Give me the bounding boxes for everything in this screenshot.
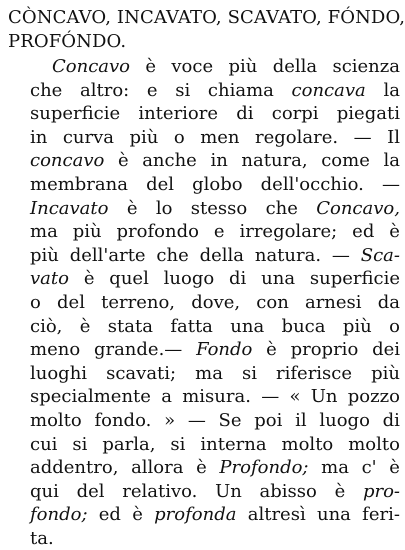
entry-body-word: o bbox=[173, 126, 185, 148]
entry-body-line bbox=[30, 126, 400, 150]
entry-body-word: « bbox=[289, 386, 301, 408]
entry-body-word: in bbox=[30, 126, 48, 148]
entry-body-word: che bbox=[30, 79, 63, 101]
entry-body-word: una bbox=[261, 268, 296, 290]
entry-body-word: interiore bbox=[138, 103, 219, 125]
entry-body-word: addentro, bbox=[30, 457, 119, 479]
entry-body-word: che bbox=[156, 244, 189, 266]
entry-heading-line-2: PROFÓNDO. bbox=[8, 31, 127, 52]
entry-body-word: di bbox=[382, 409, 400, 431]
entry-body-word: Un bbox=[215, 480, 242, 502]
entry-body-word: si bbox=[170, 433, 186, 455]
entry-body-word: della bbox=[199, 244, 245, 266]
entry-body-word: molto bbox=[30, 409, 82, 431]
entry-body-word: del bbox=[146, 173, 174, 195]
entry-body-line bbox=[30, 197, 400, 221]
entry-body-word: più bbox=[228, 56, 258, 77]
entry-body-line bbox=[30, 503, 400, 527]
entry-body-word: » bbox=[164, 409, 176, 431]
entry-body-line bbox=[30, 362, 400, 386]
entry-body-word: altresì bbox=[247, 504, 306, 526]
entry-body-word: luoghi bbox=[30, 362, 88, 384]
entry-body-word: abisso bbox=[259, 480, 317, 502]
entry-body-word: dell'arte bbox=[69, 244, 146, 266]
entry-body-word: parla, bbox=[102, 433, 156, 455]
entry-body-word: — bbox=[353, 126, 372, 148]
entry-body-word: più bbox=[30, 244, 59, 266]
entry-body-word: pro- bbox=[362, 480, 400, 502]
entry-body-word: corpi bbox=[271, 103, 319, 125]
entry-body-word: natura, bbox=[241, 150, 308, 172]
entry-body-word: è bbox=[145, 56, 157, 77]
entry-body-line bbox=[30, 456, 400, 480]
entry-body-word: anche bbox=[142, 150, 197, 172]
entry-body-word: natura. bbox=[254, 244, 322, 266]
entry-body-word: luogo bbox=[319, 409, 370, 431]
entry-body-word: si bbox=[175, 79, 191, 101]
entry-body-word: Il bbox=[387, 126, 400, 148]
entry-body-word: scavati; bbox=[106, 362, 177, 384]
entry-heading-synonyms: INCAVATO, SCAVATO, FÓNDO, bbox=[116, 7, 405, 28]
entry-body-line bbox=[30, 267, 400, 291]
entry-body-word: in bbox=[210, 150, 228, 172]
entry-body-line bbox=[30, 149, 400, 173]
entry-body-line bbox=[30, 173, 400, 197]
entry-body-word: il bbox=[295, 409, 307, 431]
entry-body-word: è bbox=[389, 457, 400, 479]
entry-body-word: fatta bbox=[170, 315, 213, 337]
entry-body-word: è bbox=[266, 339, 277, 361]
entry-body-word: è bbox=[117, 150, 129, 172]
entry-body-word: a bbox=[161, 386, 172, 408]
entry-body bbox=[30, 55, 400, 550]
entry-body-word: ciò, bbox=[30, 315, 63, 337]
entry-body-word: la bbox=[383, 79, 400, 101]
entry-body-word: è bbox=[334, 480, 346, 502]
entry-body-word: misura. bbox=[182, 386, 251, 408]
entry-body-word: dei bbox=[372, 339, 400, 361]
entry-body-word: molto bbox=[281, 433, 334, 455]
entry-heading-line-1 bbox=[8, 6, 405, 30]
entry-body-word: terreno, bbox=[101, 291, 176, 313]
entry-body-word: Se bbox=[218, 409, 242, 431]
entry-body-word: si bbox=[72, 433, 88, 455]
entry-body-word: la bbox=[383, 150, 400, 172]
entry-body-word: riferisce bbox=[276, 362, 353, 384]
entry-body-line bbox=[30, 79, 400, 103]
entry-body-word: e bbox=[213, 221, 225, 243]
entry-body-word: fondo. bbox=[94, 409, 152, 431]
entry-body-word: men bbox=[200, 126, 240, 148]
entry-body-word: è bbox=[79, 315, 91, 337]
entry-body-line bbox=[30, 102, 400, 126]
entry-body-word: qui bbox=[30, 480, 59, 502]
entry-body-word: più bbox=[342, 315, 372, 337]
entry-body-word: — bbox=[381, 173, 400, 195]
entry-body-word: c' bbox=[361, 457, 377, 479]
entry-body-line bbox=[30, 385, 400, 409]
entry-body-word: membrana bbox=[30, 173, 128, 195]
entry-body-word: ed bbox=[352, 221, 375, 243]
entry-body-word: stesso bbox=[190, 197, 248, 219]
entry-body-line bbox=[30, 220, 400, 244]
entry-body-word: — bbox=[261, 386, 280, 408]
entry-body-word: buca bbox=[281, 315, 326, 337]
entry-body-word: da bbox=[377, 291, 400, 313]
entry-body-word: è bbox=[389, 221, 400, 243]
entry-body-word: ta. bbox=[30, 527, 54, 549]
entry-heading bbox=[8, 6, 405, 54]
entry-body-word: profondo bbox=[116, 221, 199, 243]
entry-body-word: Fondo bbox=[196, 339, 253, 361]
entry-body-line bbox=[30, 527, 400, 550]
entry-body-word: ed bbox=[98, 504, 121, 526]
entry-body-word: superficie bbox=[30, 103, 121, 125]
entry-body-word: interna bbox=[200, 433, 267, 455]
entry-body-word: ma bbox=[195, 362, 223, 384]
entry-body-word: e bbox=[146, 79, 158, 101]
entry-body-word: chiama bbox=[207, 79, 274, 101]
entry-body-word: è bbox=[83, 268, 95, 290]
entry-body-word: o bbox=[389, 315, 400, 337]
entry-body-word: Incavato bbox=[30, 197, 109, 219]
entry-body-word: ma bbox=[30, 221, 58, 243]
entry-body-word: vato bbox=[30, 268, 69, 290]
entry-body-word: una bbox=[316, 504, 351, 526]
entry-body-word: specialmente bbox=[30, 386, 151, 408]
entry-body-line bbox=[30, 409, 400, 433]
entry-body-word: Profondo; bbox=[219, 457, 309, 479]
entry-body-line bbox=[30, 338, 400, 362]
entry-body-word: di bbox=[236, 103, 254, 125]
entry-body-word: è bbox=[196, 457, 207, 479]
entry-body-word: grande.— bbox=[93, 339, 183, 361]
entry-body-word: del bbox=[76, 480, 105, 502]
entry-body-word: scienza bbox=[332, 56, 400, 77]
entry-body-word: si bbox=[241, 362, 257, 384]
entry-body-word: piegati bbox=[336, 103, 400, 125]
entry-body-word: Concavo, bbox=[316, 197, 400, 219]
entry-body-word: pozzo bbox=[347, 386, 400, 408]
entry-body-word: quel bbox=[109, 268, 149, 290]
entry-body-word: — bbox=[331, 244, 350, 266]
entry-body-word: Sca- bbox=[360, 244, 400, 266]
entry-body-word: altro: bbox=[80, 79, 130, 101]
entry-body-word: voce bbox=[171, 56, 214, 77]
entry-body-word: concava bbox=[291, 79, 366, 101]
entry-body-word: Un bbox=[310, 386, 338, 408]
entry-body-word: Concavo bbox=[52, 56, 131, 77]
entry-body-line bbox=[30, 315, 400, 339]
entry-body-word: profonda bbox=[154, 504, 237, 526]
entry-body-word: come bbox=[321, 150, 370, 172]
entry-body-word: una bbox=[230, 315, 265, 337]
entry-body-word: proprio bbox=[290, 339, 359, 361]
entry-body-word: regolare. bbox=[255, 126, 339, 148]
entry-body-word: della bbox=[272, 56, 318, 77]
entry-body-word: che bbox=[265, 197, 298, 219]
entry-body-line bbox=[30, 291, 400, 315]
entry-body-word: o bbox=[30, 291, 41, 313]
entry-body-word: con bbox=[256, 291, 289, 313]
entry-body-word: meno bbox=[30, 339, 81, 361]
entry-body-word: è bbox=[132, 504, 143, 526]
entry-body-word: relativo. bbox=[122, 480, 198, 502]
entry-body-word: superficie bbox=[309, 268, 400, 290]
entry-body-line bbox=[30, 480, 400, 504]
entry-body-word: dove, bbox=[191, 291, 241, 313]
entry-body-word: di bbox=[229, 268, 247, 290]
entry-heading-first-word: CÒNCAVO, bbox=[8, 7, 112, 28]
entry-body-word: fondo; bbox=[30, 504, 88, 526]
entry-body-word: ma bbox=[321, 457, 349, 479]
entry-body-word: del bbox=[57, 291, 85, 313]
entry-body-line bbox=[30, 433, 400, 457]
entry-body-word: è bbox=[126, 197, 138, 219]
entry-body-word: curva bbox=[62, 126, 115, 148]
entry-body-word: globo bbox=[192, 173, 243, 195]
entry-body-word: allora bbox=[131, 457, 184, 479]
entry-body-word: feri- bbox=[362, 504, 400, 526]
entry-body-line bbox=[30, 55, 400, 79]
entry-body-word: cui bbox=[30, 433, 58, 455]
entry-body-word: concavo bbox=[30, 150, 105, 172]
entry-body-word: stata bbox=[107, 315, 153, 337]
entry-body-word: luogo bbox=[163, 268, 215, 290]
entry-body-word: — bbox=[187, 409, 206, 431]
entry-body-line bbox=[30, 244, 400, 268]
entry-body-word: più bbox=[129, 126, 159, 148]
entry-body-word: poi bbox=[254, 409, 283, 431]
entry-body-word: molto bbox=[348, 433, 400, 455]
entry-body-word: arnesi bbox=[304, 291, 362, 313]
entry-body-word: più bbox=[371, 362, 400, 384]
entry-body-word: irregolare; bbox=[239, 221, 338, 243]
entry-body-word: dell'occhio. bbox=[260, 173, 364, 195]
entry-body-word: più bbox=[72, 221, 102, 243]
entry-body-word: lo bbox=[155, 197, 173, 219]
